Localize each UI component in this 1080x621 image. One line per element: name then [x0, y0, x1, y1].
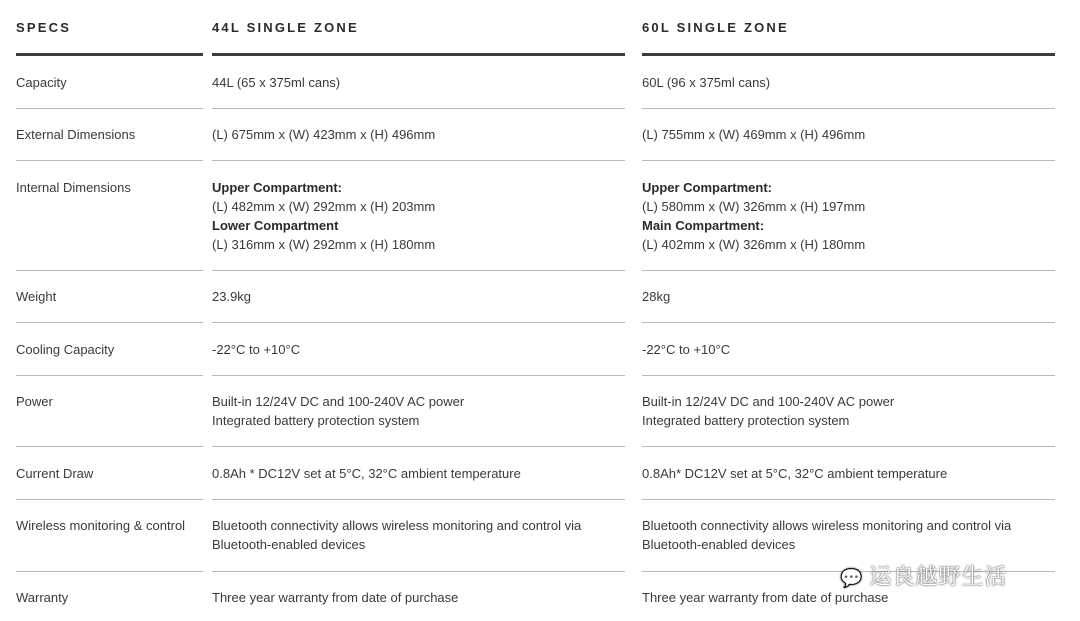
specs-header: SPECS: [16, 20, 72, 35]
value-line: (L) 316mm x (W) 292mm x (H) 180mm: [212, 237, 436, 252]
row-divider: [212, 446, 625, 447]
value-line: Upper Compartment:: [642, 180, 773, 195]
row-divider: [16, 499, 203, 500]
column-header-60l: 60L SINGLE ZONE: [642, 20, 789, 35]
value-line: Main Compartment:: [642, 218, 765, 233]
value-line: Built-in 12/24V DC and 100-240V AC power: [212, 394, 465, 409]
value-44l: [212, 340, 300, 359]
value-line: (L) 482mm x (W) 292mm x (H) 203mm: [212, 199, 436, 214]
row-divider: [642, 446, 1055, 447]
value-line: 28kg: [642, 289, 671, 304]
header-rule-44l: [212, 53, 625, 56]
value-line: Bluetooth connectivity allows wireless monitoring and control via: [212, 518, 582, 533]
value-line: -22°C to +10°C: [212, 342, 301, 357]
row-label: Power: [16, 394, 53, 409]
watermark: [840, 560, 1007, 591]
header-rule-specs: [16, 53, 203, 56]
row-divider: [16, 322, 203, 323]
row-divider: [16, 571, 203, 572]
value-line: 0.8Ah* DC12V set at 5°C, 32°C ambient temperature: [642, 466, 948, 481]
header-rule-60l: [642, 53, 1055, 56]
value-44l: [212, 125, 435, 144]
value-60l: [642, 287, 670, 306]
value-44l: [212, 178, 435, 254]
row-label: Wireless monitoring & control: [16, 518, 186, 533]
column-header-44l: 44L SINGLE ZONE: [212, 20, 359, 35]
row-divider: [16, 446, 203, 447]
value-60l: [642, 178, 865, 254]
row-divider: [212, 322, 625, 323]
row-divider: [642, 160, 1055, 161]
row-label: External Dimensions: [16, 127, 136, 142]
value-line: (L) 675mm x (W) 423mm x (H) 496mm: [212, 127, 436, 142]
value-line: Three year warranty from date of purchase: [212, 590, 459, 605]
row-divider: [212, 108, 625, 109]
wechat-icon: 💬: [840, 568, 864, 589]
row-divider: [212, 270, 625, 271]
row-label: Capacity: [16, 75, 67, 90]
value-line: 0.8Ah * DC12V set at 5°C, 32°C ambient temperature: [212, 466, 521, 481]
value-60l: [642, 73, 770, 92]
row-label: Warranty: [16, 590, 69, 605]
row-label: Internal Dimensions: [16, 180, 131, 195]
value-line: (L) 755mm x (W) 469mm x (H) 496mm: [642, 127, 866, 142]
row-divider: [16, 375, 203, 376]
row-divider: [642, 108, 1055, 109]
row-divider: [642, 499, 1055, 500]
value-60l: [642, 464, 947, 483]
row-label: Current Draw: [16, 466, 94, 481]
value-line: (L) 402mm x (W) 326mm x (H) 180mm: [642, 237, 866, 252]
value-44l: [212, 73, 340, 92]
value-line: 23.9kg: [212, 289, 252, 304]
value-line: Upper Compartment:: [212, 180, 343, 195]
row-divider: [16, 108, 203, 109]
row-divider: [212, 571, 625, 572]
value-line: Lower Compartment: [212, 218, 339, 233]
value-line: 44L (65 x 375ml cans): [212, 75, 341, 90]
value-line: Bluetooth-enabled devices: [212, 537, 366, 552]
value-60l: [642, 392, 894, 430]
value-line: Bluetooth connectivity allows wireless monitoring and control via: [642, 518, 1012, 533]
row-divider: [642, 270, 1055, 271]
row-divider: [16, 270, 203, 271]
row-divider: [16, 160, 203, 161]
value-60l: [642, 125, 865, 144]
row-label: Cooling Capacity: [16, 342, 115, 357]
value-line: Built-in 12/24V DC and 100-240V AC power: [642, 394, 895, 409]
value-line: Bluetooth-enabled devices: [642, 537, 796, 552]
value-line: (L) 580mm x (W) 326mm x (H) 197mm: [642, 199, 866, 214]
watermark-text: 运良越野生活: [869, 565, 1008, 590]
row-divider: [642, 322, 1055, 323]
value-60l: [642, 340, 730, 359]
value-line: Integrated battery protection system: [642, 413, 850, 428]
value-44l: [212, 464, 521, 483]
row-divider: [212, 375, 625, 376]
row-divider: [642, 375, 1055, 376]
value-44l: [212, 392, 464, 430]
value-line: Integrated battery protection system: [212, 413, 420, 428]
value-44l: [212, 287, 251, 306]
value-60l: [642, 516, 1011, 554]
row-divider: [212, 499, 625, 500]
value-44l: [212, 588, 458, 607]
row-label: Weight: [16, 289, 57, 304]
value-line: 60L (96 x 375ml cans): [642, 75, 771, 90]
value-line: -22°C to +10°C: [642, 342, 731, 357]
value-44l: [212, 516, 581, 554]
row-divider: [212, 160, 625, 161]
value-line: Three year warranty from date of purchase: [642, 590, 889, 605]
